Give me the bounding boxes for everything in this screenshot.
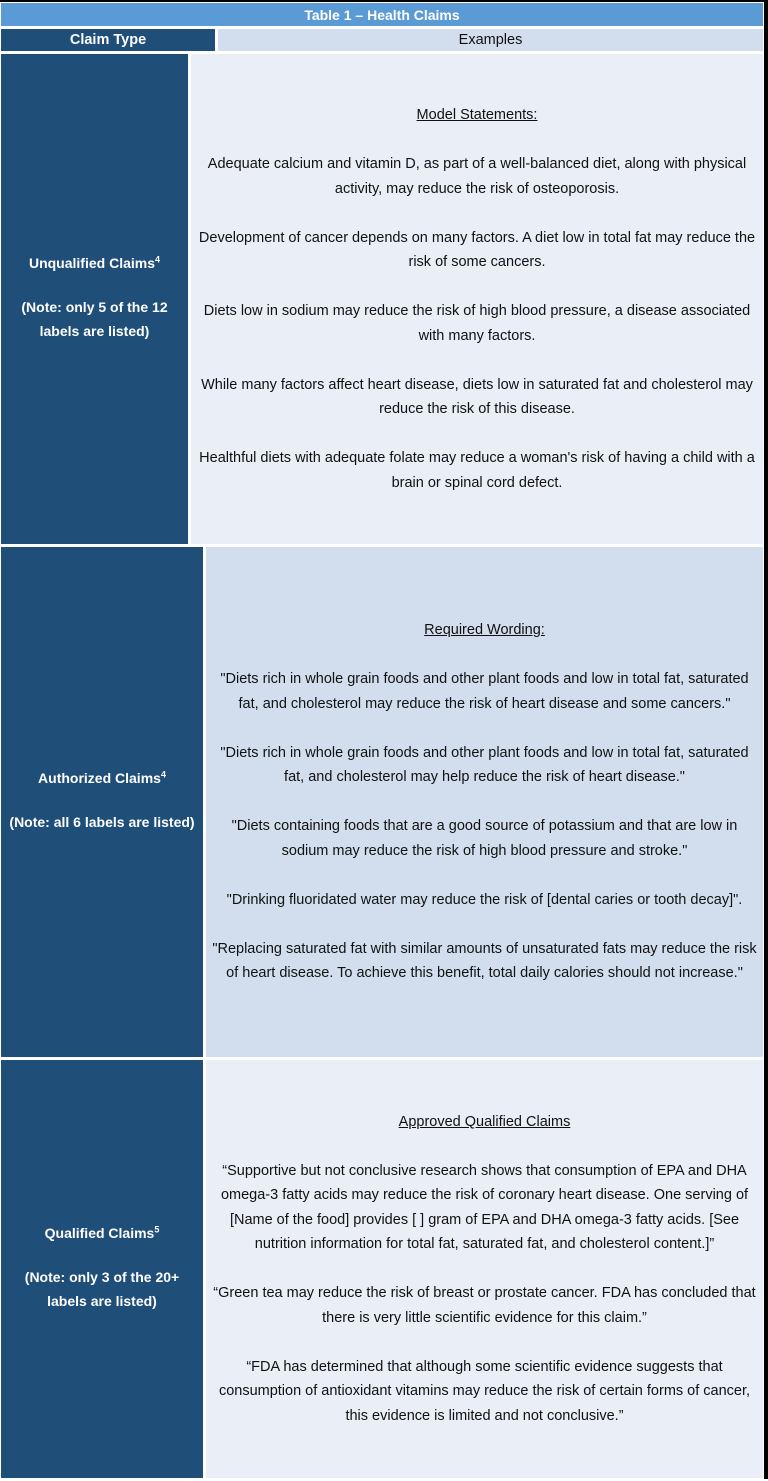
header-row: [1, 29, 763, 51]
section-title: Approved Qualified Claims: [398, 1113, 571, 1130]
examples-cell: [206, 1060, 763, 1478]
right-edge: [764, 0, 768, 1479]
health-claims-table: [1, 3, 763, 1481]
table-title: Table 1 – Health Claims: [1, 3, 763, 26]
example-statement: “Green tea may reduce the risk of breast or prostate cancer. FDA has concluded that there is very little scientific evidence for this claim.”: [213, 1285, 756, 1326]
claim-note: [21, 295, 167, 343]
example-statement: Development of cancer depends on many factors. A diet low in total fat may reduce the risk of some cancers.: [198, 229, 756, 270]
note-line: labels are listed): [47, 1293, 157, 1309]
section-title: Model Statements:: [416, 107, 538, 123]
header-claim-type: Claim Type: [1, 29, 215, 51]
footnote-marker: 4: [160, 769, 166, 780]
note-line: (Note: only 5 of the 12: [21, 299, 168, 315]
claim-type-cell: [1, 547, 203, 1057]
top-edge: [0, 0, 768, 2]
table-row-authorized: [1, 547, 763, 1057]
example-statement: Adequate calcium and vitamin D, as part of a well-balanced diet, along with physical activity, may reduce the risk of osteoporosis.: [207, 156, 747, 197]
claim-type-label: [38, 770, 166, 786]
example-statement: "Diets rich in whole grain foods and other plant foods and low in total fat, saturated fat, and cholesterol may reduce the risk of heart disease and some cancers.": [220, 671, 749, 712]
claim-type-cell: [1, 54, 188, 544]
claim-type-text: Qualified Claims: [44, 1225, 155, 1241]
claim-type-label: [29, 255, 160, 271]
footnote-marker: 4: [155, 254, 161, 265]
section-title: Required Wording:: [424, 622, 545, 639]
table-row-qualified: [1, 1060, 763, 1478]
note-line: (Note: only 3 of the 20+: [24, 1269, 180, 1285]
claim-note: [25, 1265, 179, 1313]
example-statement: "Diets containing foods that are a good source of potassium and that are low in sodium may reduce the risk of high blood pressure and stroke.": [231, 818, 738, 859]
note-line: labels are listed): [39, 323, 150, 339]
table-row-unqualified: [1, 54, 763, 544]
example-statement: Healthful diets with adequate folate may reduce a woman's risk of having a child with a brain or spinal cord defect.: [199, 450, 755, 491]
note-line: (Note: all 6 labels are listed): [9, 814, 195, 830]
claim-note: [9, 810, 194, 834]
example-statement: While many factors affect heart disease, diets low in saturated fat and cholesterol may reduce the risk of this disease.: [201, 376, 753, 417]
claim-type-text: Unqualified Claims: [28, 255, 155, 271]
example-statement: “FDA has determined that although some scientific evidence suggests that consumption of antioxidant vitamins may reduce the risk of certain forms of cancer, this evidence is limited and not conclusive.”: [218, 1358, 751, 1424]
footnote-marker: 5: [154, 1224, 160, 1235]
examples-cell: [191, 54, 763, 544]
example-statement: “Supportive but not conclusive research shows that consumption of EPA and DHA omega-3 fatty acids may reduce the risk of coronary heart disease. One serving of [Name of the food] provides [ ] gram of EPA and DHA omega-3 fatty acids. [See nutrition information for total fat, saturated fat, and cholesterol content.]”: [220, 1162, 749, 1253]
example-statement: "Diets rich in whole grain foods and other plant foods and low in total fat, saturated fat, and cholesterol may help reduce the risk of heart disease.": [220, 744, 749, 786]
example-statement: Diets low in sodium may reduce the risk of high blood pressure, a disease associated with many factors.: [203, 303, 751, 344]
claim-type-cell: [1, 1060, 203, 1478]
example-statement: "Drinking fluoridated water may reduce the risk of [dental caries or tooth decay]".: [226, 891, 743, 908]
examples-cell: [206, 547, 763, 1057]
header-examples: Examples: [218, 29, 763, 51]
example-statement: "Replacing saturated fat with similar amounts of unsaturated fats may reduce the risk of heart disease. To achieve this benefit, total daily calories should not increase.": [212, 940, 757, 982]
claim-type-label: [45, 1225, 160, 1241]
claim-type-text: Authorized Claims: [38, 770, 161, 786]
